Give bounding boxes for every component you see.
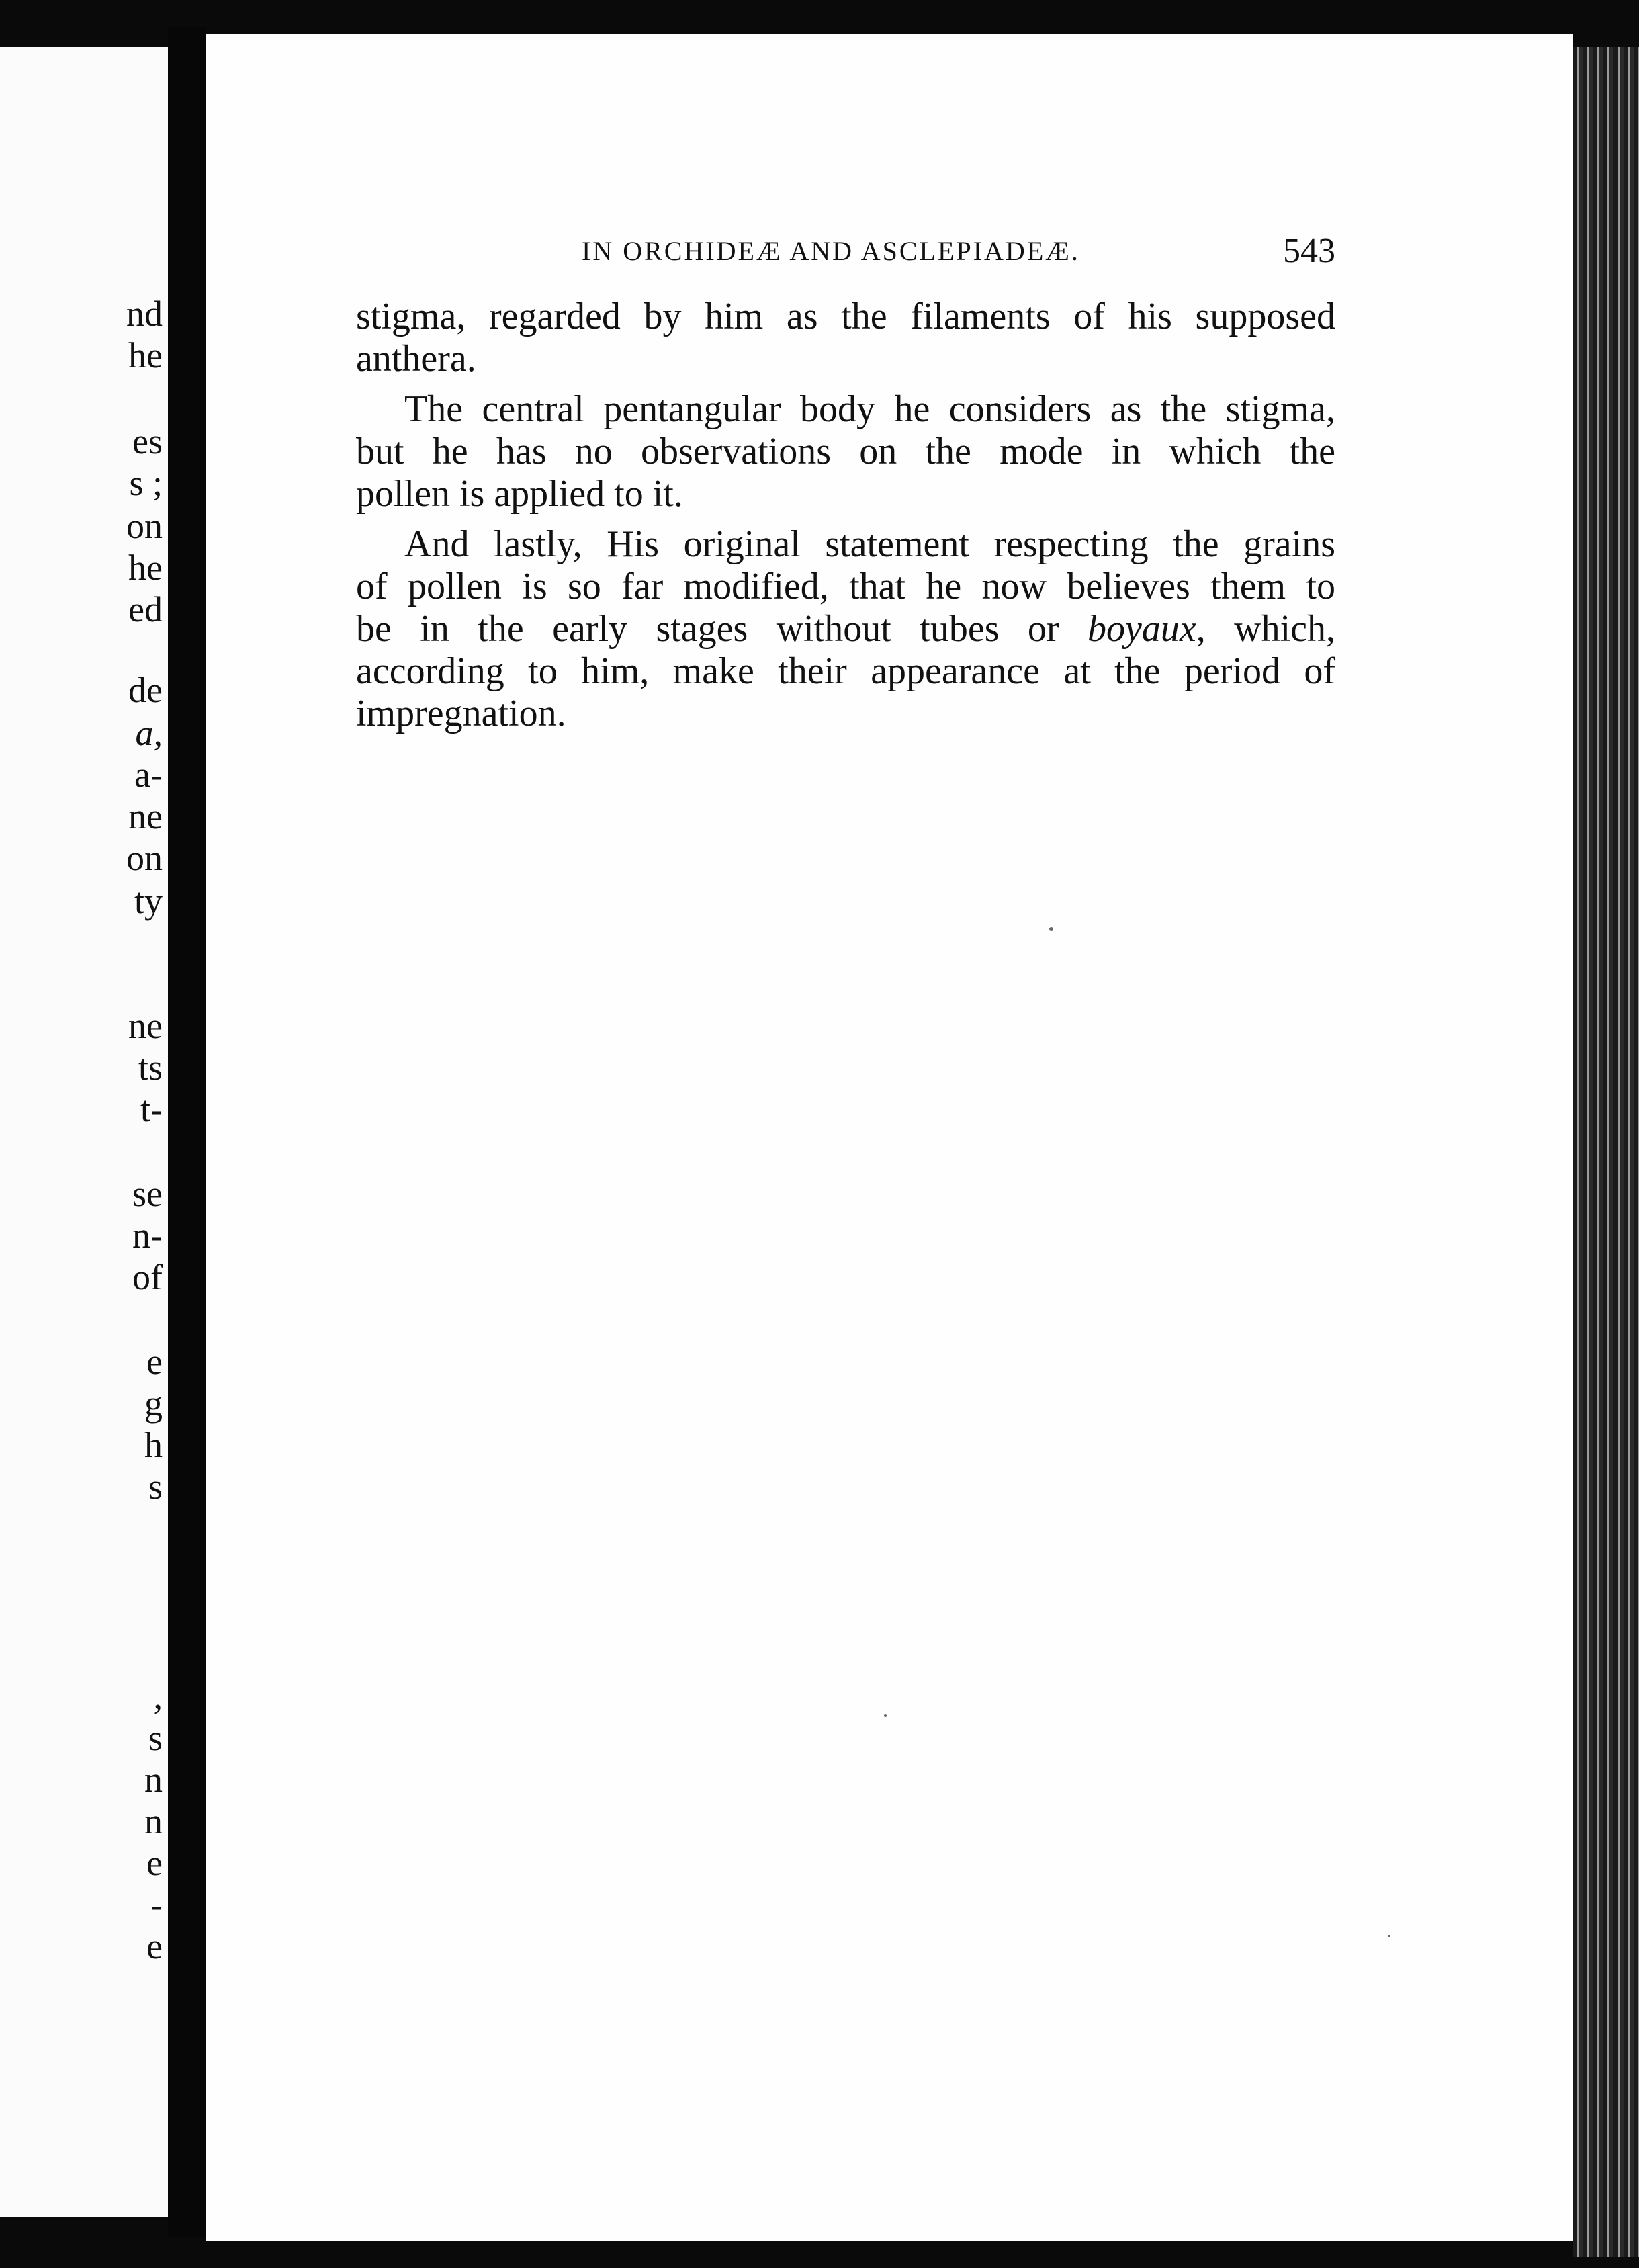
- text-run: , which,: [1196, 608, 1336, 650]
- facing-fragment: a,: [135, 713, 163, 753]
- text-line: pollen is applied to it.: [356, 473, 683, 515]
- facing-fragment: s: [148, 1467, 163, 1507]
- text-line: anthera.: [356, 338, 476, 380]
- facing-fragment: e: [146, 1342, 163, 1382]
- scan-speck: [1049, 927, 1053, 931]
- facing-fragment: n: [144, 1759, 163, 1800]
- paragraph: [356, 523, 1335, 735]
- text-line: according to him, make their appearance at the period of: [356, 650, 1335, 692]
- facing-fragment: es: [132, 421, 163, 462]
- facing-fragment: e: [146, 1926, 163, 1966]
- text-line: The central pentangular body he considers as the stigma,: [404, 388, 1335, 430]
- text-line: but he has no observations on the mode in which the: [356, 431, 1335, 472]
- facing-fragment: h: [144, 1425, 163, 1465]
- paragraph: [356, 388, 1335, 515]
- facing-fragment: e: [146, 1843, 163, 1883]
- scan-speck: [1388, 1935, 1390, 1937]
- facing-fragment: -: [150, 1884, 163, 1925]
- facing-fragment: s: [148, 1718, 163, 1758]
- facing-fragment: n-: [132, 1215, 163, 1256]
- running-title: IN ORCHIDEÆ AND ASCLEPIADEÆ.: [582, 236, 1080, 266]
- facing-fragment: on: [126, 506, 163, 546]
- body-text: [356, 296, 1335, 735]
- text-line: [356, 608, 1335, 650]
- paragraph: [356, 296, 1335, 380]
- running-head: [582, 232, 1335, 278]
- facing-fragment: ed: [128, 589, 163, 629]
- text-line: stigma, regarded by him as the filaments of his supposed: [356, 296, 1335, 337]
- facing-fragment: ts: [138, 1047, 163, 1088]
- facing-fragment: of: [132, 1257, 163, 1297]
- facing-fragment: he: [128, 548, 163, 588]
- facing-fragment: nd: [126, 294, 163, 334]
- facing-fragment: ne: [128, 796, 163, 836]
- facing-fragment: ,: [153, 1676, 163, 1716]
- italic-term: boyaux: [1088, 608, 1196, 650]
- scan-speck: [884, 1714, 887, 1717]
- facing-fragment: he: [128, 335, 163, 376]
- facing-fragment: on: [126, 838, 163, 878]
- facing-page-edge: [0, 47, 168, 2217]
- text-line: And lastly, His original statement respecting the grains: [404, 523, 1335, 565]
- page-block-edge: [1573, 47, 1639, 2257]
- page-number: 543: [1283, 232, 1335, 270]
- facing-fragment: se: [132, 1174, 163, 1214]
- facing-fragment: de: [128, 670, 163, 710]
- text-line: impregnation.: [356, 693, 566, 734]
- book-gutter: [168, 27, 206, 2237]
- text-run: be in the early stages without tubes or: [356, 608, 1059, 650]
- facing-fragment: n: [144, 1801, 163, 1841]
- facing-fragment: ty: [134, 881, 163, 921]
- facing-fragment: t-: [140, 1089, 163, 1129]
- facing-fragment: a-: [134, 754, 163, 795]
- facing-fragment: g: [144, 1383, 163, 1424]
- facing-fragment: ne: [128, 1006, 163, 1046]
- facing-fragment: s ;: [129, 463, 163, 503]
- text-line: of pollen is so far modified, that he now believes them to: [356, 566, 1335, 607]
